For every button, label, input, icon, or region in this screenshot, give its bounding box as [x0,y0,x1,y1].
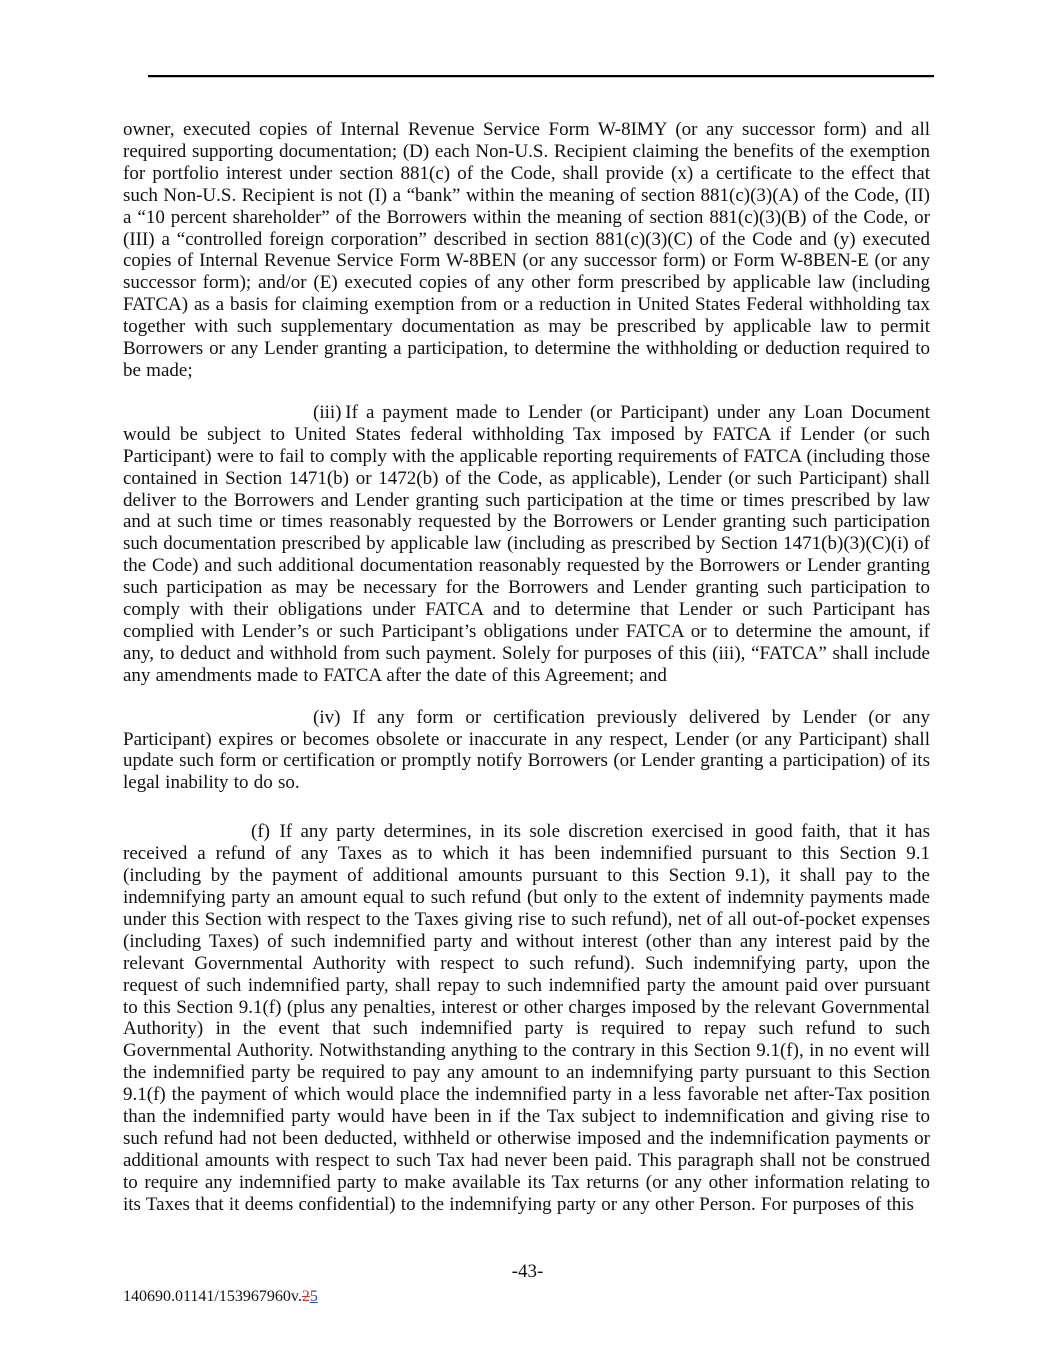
paragraph-clause-iii: (iii) If a payment made to Lender (or Participant) under any Loan Document would be subject to United States federal withholding Tax imposed by FATCA if Lender (or such Participant) were to fail to comply with the applicable reporting requirements of FATCA (including those contained in Section 1471(b) or 1472(b) of the Code, as applicable), Lender (or such Participant) shall deliver to the Borrowers and Lender granting such participation at the time or times prescribed by law and at such time or times reasonably requested by the Borrowers or Lender granting such participation such documentation prescribed by applicable law (including as prescribed by Section 1471(b)(3)(C)(i) of the Code) and such additional documentation reasonably requested by the Borrowers or Lender granting such participation as may be necessary for the Borrowers and Lender granting such participation to comply with their obligations under FATCA and to determine that Lender or such Participant has complied with Lender’s or such Participant’s obligations under FATCA or to determine the amount, if any, to deduct and withhold from such payment. Solely for purposes of this (iii), “FATCA” shall include any amendments made to FATCA after the date of this Agreement; and [123,401,930,686]
page-number: -43- [511,1261,544,1282]
document-body [123,119,930,1236]
doc-id-inserted-version: 5 [309,1288,318,1305]
header-rule [148,75,934,77]
paragraph-continuation: owner, executed copies of Internal Revenue Service Form W-8IMY (or any successor form) and all required supporting documentation; (D) each Non-U.S. Recipient claiming the benefits of the exemption for portfolio interest under section 881(c) of the Code, shall provide (x) a certificate to the effect that such Non-U.S. Recipient is not (I) a “bank” within the meaning of section 881(c)(3)(A) of the Code, (II) a “10 percent shareholder” of the Borrowers within the meaning of section 881(c)(3)(B) of the Code, or (III) a “controlled foreign corporation” described in section 881(c)(3)(C) of the Code and (y) executed copies of Internal Revenue Service Form W-8BEN (or any successor form) or Form W-8BEN-E (or any successor form); and/or (E) executed copies of any other form prescribed by applicable law (including FATCA) as a basis for claiming exemption from or a reduction in United States Federal withholding tax together with such supplementary documentation as may be prescribed by applicable law to permit Borrowers or any Lender granting a participation, to determine the withholding or deduction required to be made; [123,119,930,381]
doc-id-deleted-version: 2 [301,1288,310,1305]
doc-id-prefix: 140690.01141/153967960v. [123,1288,302,1305]
paragraph-clause-iv: (iv) If any form or certification previously delivered by Lender (or any Participant) expires or becomes obsolete or inaccurate in any respect, Lender (or any Participant) shall update such form or certification or promptly notify Borrowers (or Lender granting a participation) of its legal inability to do so. [123,706,930,794]
paragraph-clause-f: (f) If any party determines, in its sole discretion exercised in good faith, that it has received a refund of any Taxes as to which it has been indemnified pursuant to this Section 9.1 (including by the payment of additional amounts pursuant to this Section 9.1), it shall pay to the indemnifying party an amount equal to such refund (but only to the extent of indemnity payments made under this Section with respect to the Taxes giving rise to such refund), net of all out-of-pocket expenses (including Taxes) of such indemnified party and without interest (other than any interest paid by the relevant Governmental Authority with respect to such refund). Such indemnifying party, upon the request of such indemnified party, shall repay to such indemnified party the amount paid over pursuant to this Section 9.1(f) (plus any penalties, interest or other charges imposed by the relevant Governmental Authority) in the event that such indemnified party is required to repay such refund to such Governmental Authority. Notwithstanding anything to the contrary in this Section 9.1(f), in no event will the indemnified party be required to pay any amount to an indemnifying party pursuant to this Section 9.1(f) the payment of which would place the indemnified party in a less favorable net after-Tax position than the indemnified party would have been in if the Tax subject to indemnification and giving rise to such refund had not been deducted, withheld or otherwise imposed and the indemnification payments or additional amounts with respect to such Tax had never been paid. This paragraph shall not be construed to require any indemnified party to make available its Tax returns (or any other information relating to its Taxes that it deems confidential) to the indemnifying party or any other Person. For purposes of this [123,821,930,1215]
document-id [123,1287,318,1306]
